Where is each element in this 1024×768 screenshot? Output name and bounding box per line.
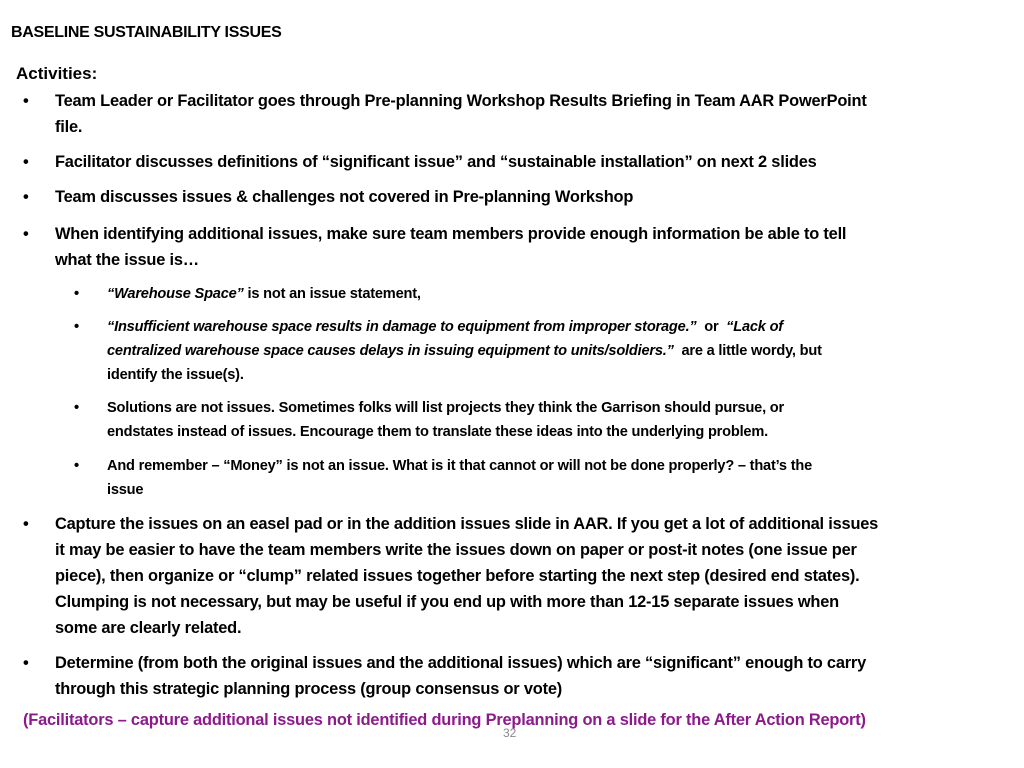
bullet-continuation [55,676,562,702]
sub-bullet-text: is not an issue statement, [243,286,421,302]
bullet-text: file. [55,118,83,136]
bullet-text: what the issue is… [55,251,199,269]
bullet-text: Clumping is not necessary, but may be useful if you end up with more than 12-15 separate issues when [55,593,839,611]
sub-bullet-text: are a little wordy, but [673,343,822,359]
bullet-item [55,221,846,247]
footer-note: (Facilitators – capture additional issues not identified during Preplanning on a slide for the After Action Report) [23,711,866,729]
bullet-text: piece), then organize or “clump” related issues together before starting the next step (desired end states). [55,567,860,585]
sub-bullet-text: or [696,319,727,335]
bullet-text: Capture the issues on an easel pad or in the addition issues slide in AAR. If you get a lot of additional issues [55,515,879,533]
bullet-item [55,511,878,537]
bullet-item [55,184,633,210]
sub-bullet-italic: “Lack of [726,319,783,335]
bullet-text: some are clearly related. [55,619,242,637]
bullet-text: through this strategic planning process (group consensus or vote) [55,680,563,698]
sub-bullet-text: identify the issue(s). [107,367,244,383]
page-number: 32 [503,726,517,740]
sub-bullet-continuation [107,339,822,363]
activities-label: Activities: [16,64,98,83]
bullet-text: When identifying additional issues, make sure team members provide enough information be able to tell [55,225,847,243]
sub-bullet-text: issue [107,482,144,498]
bullet-text: Facilitator discusses definitions of “significant issue” and “sustainable installation” on next 2 slides [55,153,817,171]
sub-bullet-item [107,315,783,339]
sub-bullet-text: And remember – “Money” is not an issue. What is it that cannot or will not be done properly? – that’s the [107,458,812,474]
slide-title: BASELINE SUSTAINABILITY ISSUES [11,24,282,41]
sub-bullet-italic: “Warehouse Space” [107,286,244,302]
sub-bullet-italic: centralized warehouse space causes delays in issuing equipment to units/soldiers.” [107,343,674,359]
bullet-text: Team Leader or Facilitator goes through Pre-planning Workshop Results Briefing in Team AAR PowerPoint [55,92,867,110]
sub-bullet-text: endstates instead of issues. Encourage them to translate these ideas into the underlying problem. [107,424,768,440]
bullet-item [55,650,866,676]
bullet-continuation [55,615,241,641]
bullet-text: Team discusses issues & challenges not covered in Pre-planning Workshop [55,188,634,206]
sub-bullet-continuation [107,478,143,502]
sub-bullet-item [107,282,421,306]
sub-bullet-continuation [107,363,244,387]
sub-bullet-continuation [107,420,768,444]
bullet-item [55,88,867,114]
bullet-continuation [55,589,839,615]
sub-bullet-text: Solutions are not issues. Sometimes folks will list projects they think the Garrison should pursue, or [107,400,785,416]
sub-bullet-item [107,396,784,420]
bullet-continuation [55,563,860,589]
sub-bullet-italic: “Insufficient warehouse space results in damage to equipment from improper storage.” [107,319,697,335]
bullet-item [55,149,817,175]
bullet-continuation [55,537,857,563]
bullet-text: it may be easier to have the team members write the issues down on paper or post-it notes (one issue per [55,541,857,559]
sub-bullet-item [107,454,812,478]
bullet-continuation [55,114,82,140]
bullet-text: Determine (from both the original issues and the additional issues) which are “significant” enough to carry [55,654,867,672]
bullet-continuation [55,247,199,273]
